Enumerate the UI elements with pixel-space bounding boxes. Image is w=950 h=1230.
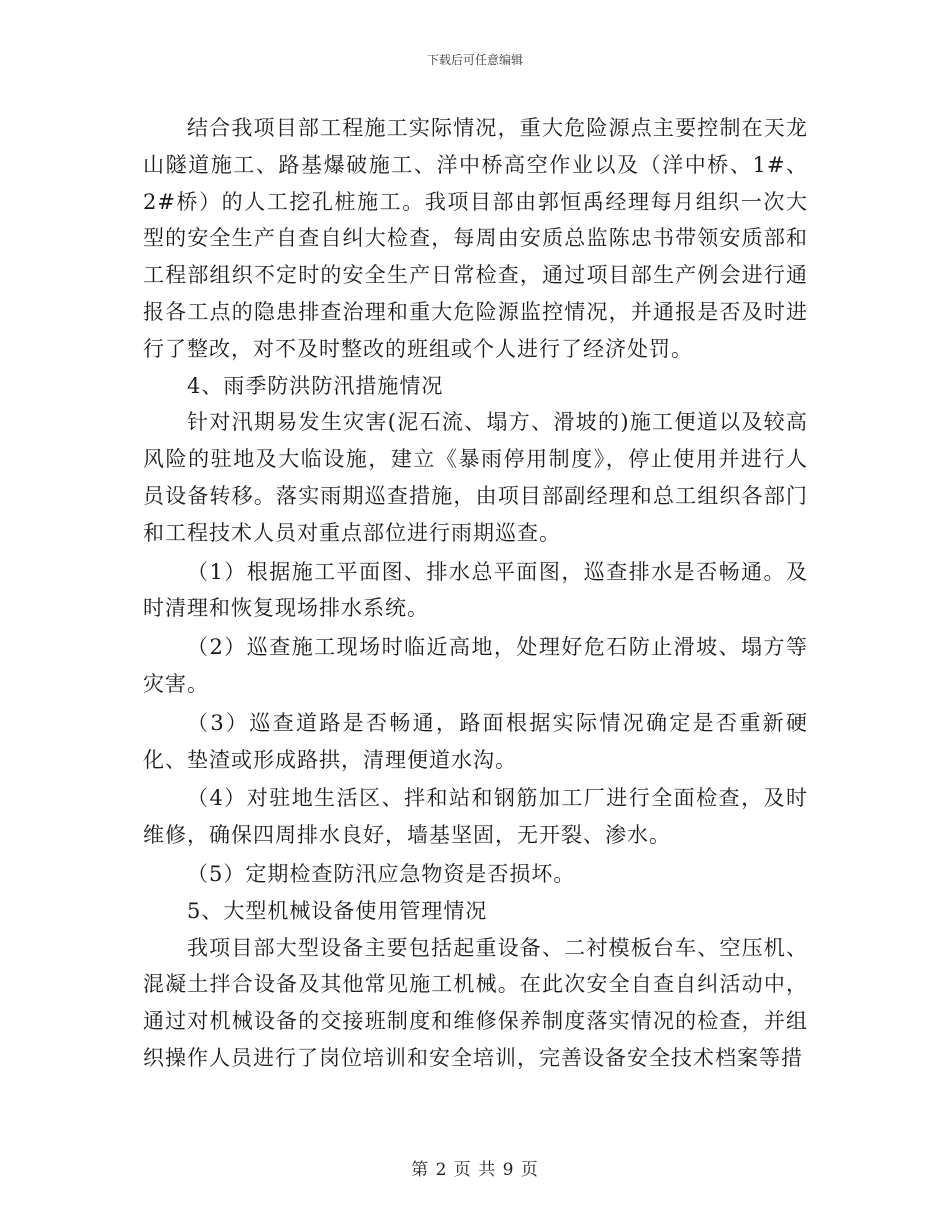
list-item-5: （5）定期检查防汛应急物资是否损坏。 [187,861,576,886]
paragraph-machinery: 我项目部大型设备主要包括起重设备、二衬模板台车、空压机、混凝土拌合设备及其他常见施工机械。在此次安全自查自纠活动中，通过对机械设备的交接班制度和维修保养制度落实情况的检查，并组织操作人员进行了岗位培训和安全培训，完善设备安全技术档案等措 [143,935,808,1070]
list-item-2: （2）巡查施工现场时临近高地，处理好危石防止滑坡、塌方等灾害。 [143,635,808,696]
list-item-1: （1）根据施工平面图、排水总平面图，巡查排水是否畅通。及时清理和恢复现场排水系统。 [143,559,808,621]
list-item-3: （3）巡查道路是否畅通，路面根据实际情况确定是否重新硬化、垫渣或形成路拱，清理便道水沟。 [143,710,808,772]
page-number: 第 2 页 共 9 页 [411,1160,539,1180]
document-body [143,110,808,1077]
paragraph-flood-measures: 针对汛期易发生灾害(泥石流、塌方、滑坡的)施工便道以及较高风险的驻地及大临设施，建立《暴雨停用制度》，停止使用并进行人员设备转移。落实雨期巡查措施，由项目部副经理和总工组织各部门和工程技术人员对重点部位进行雨期巡查。 [143,410,808,545]
section-heading-machinery: 5、大型机械设备使用管理情况 [187,898,488,923]
paragraph-hazard-control: 结合我项目部工程施工实际情况，重大危险源点主要控制在天龙山隧道施工、路基爆破施工、洋中桥高空作业以及（洋中桥、1#、2#桥）的人工挖孔桩施工。我项目部由郭恒禹经理每月组织一次大型的安全生产自查自纠大检查，每周由安质总监陈忠书带领安质部和工程部组织不定时的安全生产日常检查，通过项目部生产例会进行通报各工点的隐患排查治理和重大危险源监控情况，并通报是否及时进行了整改，对不及时整改的班组或个人进行了经济处罚。 [143,116,808,361]
page-header: 下载后可任意编辑 [426,53,523,67]
section-heading-flood-prevention: 4、雨季防洪防汛措施情况 [187,373,444,398]
list-item-4: （4）对驻地生活区、拌和站和钢筋加工厂进行全面检查，及时维修，确保四周排水良好，墙基坚固，无开裂、渗水。 [143,786,808,848]
